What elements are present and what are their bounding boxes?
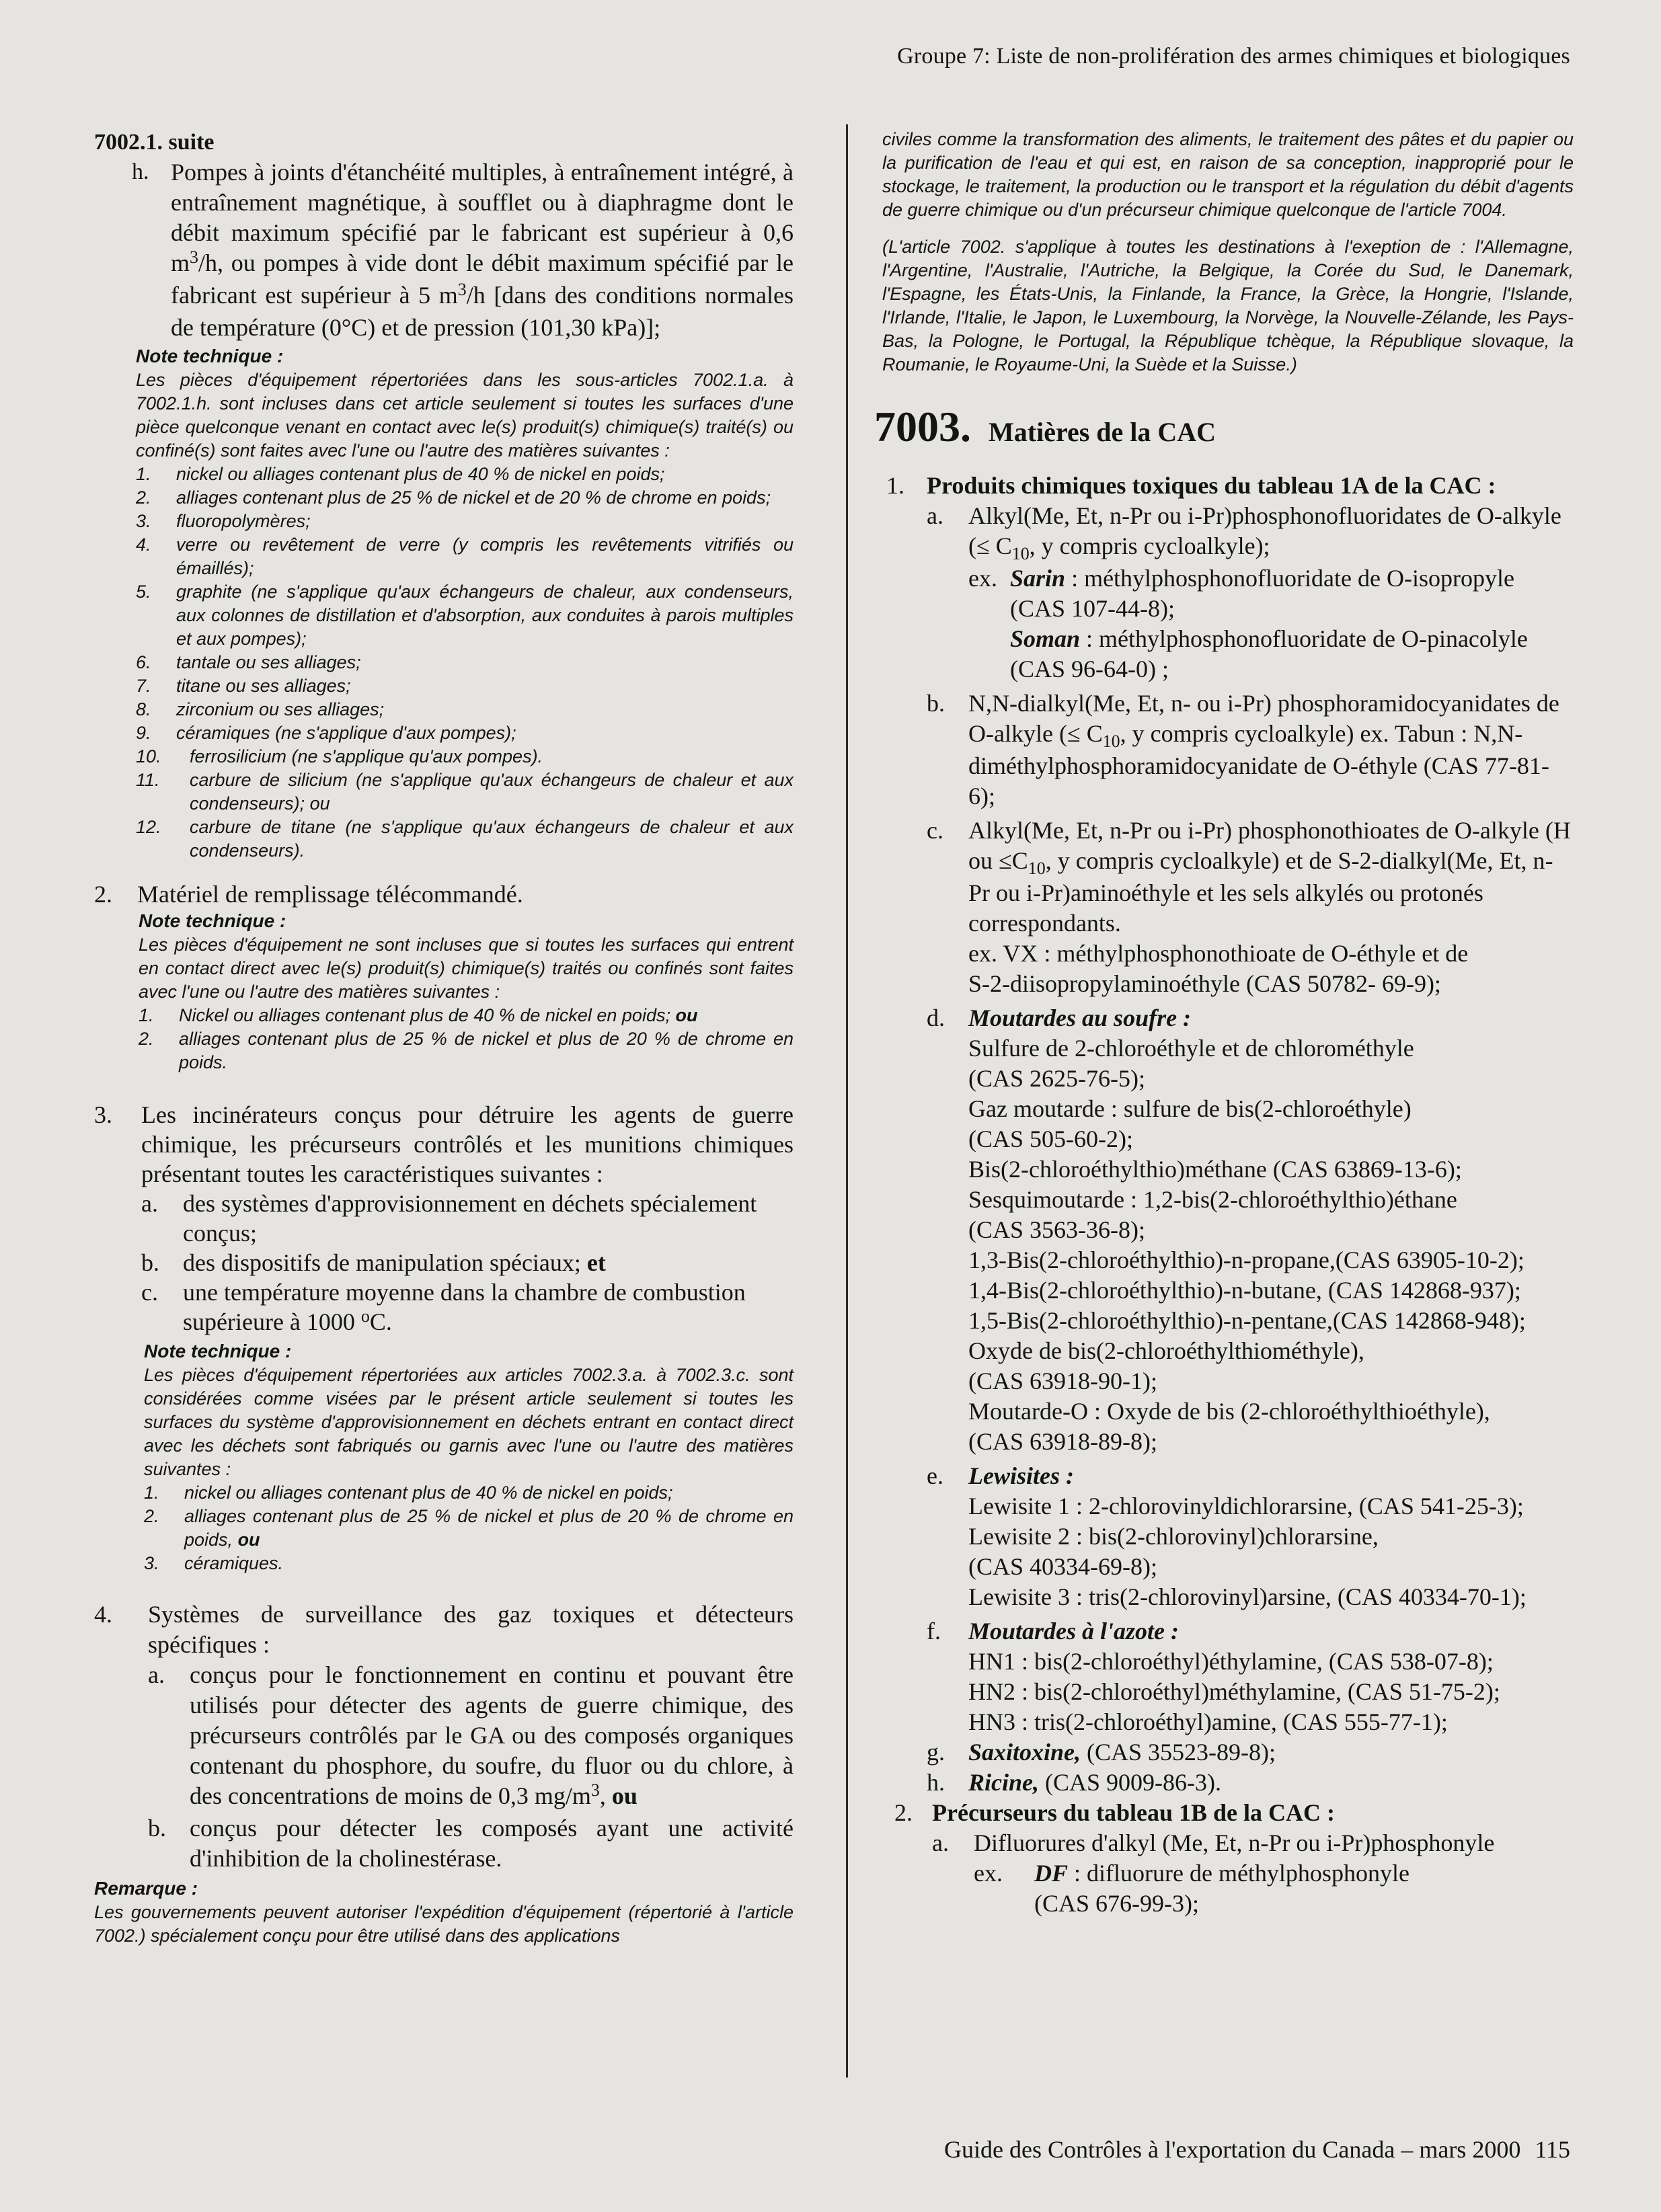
list-number: 3. bbox=[144, 1553, 159, 1573]
compound-line: Gaz moutarde : sulfure de bis(2-chloroéthyle) bbox=[968, 1095, 1412, 1122]
compound-line: (CAS 63918-90-1); bbox=[968, 1368, 1157, 1394]
list-1-b-text-2: , y compris cycloalkyle) ex. Tabun : N,N-diméthylphosphoramidocyanidate de O-éthyle (CAS 77-81-6); bbox=[968, 720, 1549, 809]
list-text bbox=[184, 1552, 794, 1575]
list-number: 4. bbox=[136, 534, 151, 555]
compound-line: Lewisite 1 : 2-chlorovinyldichlorarsine, (CAS 541-25-3); bbox=[968, 1493, 1524, 1519]
list-2-title: Précurseurs du tableau 1B de la CAC : bbox=[932, 1799, 1335, 1826]
list-1-d bbox=[927, 1003, 1574, 1457]
list-item bbox=[144, 1481, 794, 1505]
compound-line: 1,3-Bis(2-chloroéthylthio)-n-propane,(CAS 63905-10-2); bbox=[968, 1247, 1524, 1273]
item-h-text-3: /h [dans des conditions normales de température (0°C) et de pression (101,30 kPa)]; bbox=[171, 281, 794, 341]
list-text bbox=[176, 510, 794, 533]
list-text-main: titane ou ses alliages; bbox=[176, 675, 351, 696]
list-text-main: tantale ou ses alliages; bbox=[176, 651, 361, 672]
list-text bbox=[179, 1004, 794, 1027]
list-1-a-sub: 10 bbox=[1011, 544, 1030, 563]
page-number: 115 bbox=[1535, 2136, 1570, 2163]
list-text-main: carbure de titane (ne s'applique qu'aux échangeurs de chaleur et aux condenseurs). bbox=[190, 816, 794, 861]
list-item bbox=[136, 745, 794, 768]
list-text bbox=[176, 486, 794, 510]
item-2 bbox=[94, 880, 794, 1075]
list-item bbox=[136, 533, 794, 580]
df-cas: (CAS 676-99-3); bbox=[1034, 1890, 1199, 1917]
item-3-c-sup: o bbox=[360, 1306, 370, 1326]
note-title: Note technique : bbox=[144, 1341, 292, 1361]
list-text bbox=[176, 651, 794, 674]
list-text-main: zirconium ou ses alliages; bbox=[176, 699, 385, 719]
item-4-a-text-2: , bbox=[599, 1782, 606, 1809]
list-1-c-sub: 10 bbox=[1028, 859, 1046, 878]
list-1-g bbox=[927, 1737, 1574, 1768]
list-2 bbox=[894, 1798, 1574, 1828]
agent-name-sarin: Sarin bbox=[1010, 565, 1066, 592]
section-number: 7003. bbox=[874, 403, 971, 450]
list-1-f bbox=[927, 1616, 1574, 1737]
vx-example-2: S-2-diisopropylaminoéthyle (CAS 50782- 69-9); bbox=[968, 970, 1441, 997]
list-text bbox=[176, 674, 794, 698]
item-3-c-text-2: C. bbox=[369, 1308, 392, 1335]
list-text-main: fluoropolymères; bbox=[176, 510, 311, 531]
toxin-name: Ricine, bbox=[968, 1769, 1039, 1796]
list-text-main: verre ou revêtement de verre (y compris les revêtements vitrifiés ou émaillés); bbox=[176, 534, 794, 578]
list-number: 6. bbox=[136, 651, 151, 672]
item-h-text-2: /h, ou pompes à vide dont le débit maximum spécifié par le fabricant est supérieur à 5 m bbox=[171, 249, 794, 309]
item-4-a-sup: 3 bbox=[590, 1780, 600, 1800]
list-number: 1. bbox=[136, 463, 151, 484]
compound-line: Lewisite 3 : tris(2-chlorovinyl)arsine, (CAS 40334-70-1); bbox=[968, 1583, 1527, 1610]
list-number: 2. bbox=[144, 1506, 159, 1526]
agent-name-df: DF bbox=[1034, 1860, 1069, 1887]
compound-line: 1,5-Bis(2-chloroéthylthio)-n-pentane,(CAS 142868-948); bbox=[968, 1307, 1526, 1334]
list-number: 11. bbox=[136, 769, 160, 790]
item-3 bbox=[94, 1100, 794, 1575]
list-text-main: nickel ou alliages contenant plus de 40 % de nickel en poids; bbox=[184, 1483, 673, 1503]
subgroup-title: Moutardes au soufre : bbox=[968, 1004, 1192, 1031]
item-3-b: b. des dispositifs de manipulation spéciaux; et bbox=[141, 1249, 606, 1276]
item-text: Les incinérateurs conçus pour détruire les agents de guerre chimique, les précurseurs contrôlés et les munitions chimiques présentant toutes les caractéristiques suivantes : bbox=[141, 1101, 794, 1187]
list-1-e bbox=[927, 1461, 1574, 1612]
list-text bbox=[176, 463, 794, 486]
list-label: b. bbox=[927, 690, 945, 717]
soman-cas: (CAS 96-64-0) ; bbox=[1010, 656, 1169, 682]
compound-line: (CAS 2625-76-5); bbox=[968, 1065, 1145, 1092]
list-item bbox=[144, 1505, 794, 1552]
agent-name-soman: Soman bbox=[1010, 625, 1081, 652]
note-text: Les pièces d'équipement répertoriées aux articles 7002.3.a. à 7002.3.c. sont considérées comme visées par le présent article seulement si toutes les surfaces du système d'approvisionnement en déchets entrant en contact direct avec les déchets sont fabriqués ou garnis avec l'une ou l'autre des matières suivantes : bbox=[144, 1365, 794, 1479]
list-text bbox=[184, 1481, 794, 1505]
compound-line: Oxyde de bis(2-chloroéthylthiométhyle), bbox=[968, 1337, 1364, 1364]
item-3-c: c. une température moyenne dans la chambre de combustion supérieure à 1000 $^o$C. bbox=[141, 1279, 746, 1335]
list-text bbox=[176, 580, 794, 651]
list-2-a-text: Difluorures d'alkyl (Me, Et, n-Pr ou i-Pr)phosphonyle bbox=[974, 1829, 1495, 1856]
section-body bbox=[874, 471, 1574, 1919]
list-text-main: alliages contenant plus de 25 % de nickel et plus de 20 % de chrome en poids. bbox=[179, 1029, 794, 1072]
technical-note-3 bbox=[144, 1339, 794, 1575]
df-text: : difluorure de méthylphosphonyle bbox=[1068, 1860, 1409, 1887]
item-4-a: a. conçus pour le fonctionnement en continu et pouvant être utilisés pour détecter des agents de guerre chimique, des précurseurs contrôlés par le GA ou des composés organiques contenant du phosphore, du soufre, du fluor ou du chlore, à des concentrations de moins de 0,3 $mg/m^3$, ou bbox=[148, 1661, 794, 1809]
list-number: 2. bbox=[139, 1029, 154, 1049]
list-text bbox=[176, 721, 794, 745]
list-item bbox=[136, 486, 794, 510]
item-4-a-text-1: conçus pour le fonctionnement en continu et pouvant être utilisés pour détecter des agents de guerre chimique, des précurseurs contrôlés par le GA ou des composés organiques contenant du phosphore, du soufre, du fluor ou du chlore, à des concentrations de moins de 0,3 mg/m bbox=[190, 1661, 794, 1809]
compound-line: HN2 : bis(2-chloroéthyl)méthylamine, (CAS 51-75-2); bbox=[968, 1678, 1500, 1705]
list-number: 12. bbox=[136, 816, 161, 837]
list-item bbox=[136, 651, 794, 674]
remark-continuation: civiles comme la transformation des aliments, le traitement des pâtes et du papier ou la purification de l'eau et qui est, en raison de sa conception, inapproprié pour le stockage, le traitement, la production ou le transport et la régulation du débit d'agents de guerre chimique ou d'un précurseur chimique quelconque de l'article 7004. bbox=[882, 129, 1574, 220]
list-number: 1. bbox=[144, 1483, 159, 1503]
toxin-name: Saxitoxine, bbox=[968, 1739, 1081, 1766]
list-label: d. bbox=[927, 1004, 945, 1031]
list-1-title: Produits chimiques toxiques du tableau 1A de la CAC : bbox=[927, 472, 1496, 499]
item-h-label: h. bbox=[132, 159, 149, 184]
list-label: e. bbox=[927, 1462, 943, 1489]
list-1-c-text-1: Alkyl(Me, Et, n-Pr ou i-Pr) phosphonothioates de O-alkyle (H ou ≤C bbox=[968, 817, 1571, 874]
list-label: f. bbox=[927, 1618, 941, 1645]
list-item bbox=[136, 721, 794, 745]
sarin-cas: (CAS 107-44-8); bbox=[1010, 595, 1175, 622]
right-column bbox=[874, 128, 1574, 1919]
item-h-text bbox=[171, 157, 794, 343]
item-3-c-text-1: une température moyenne dans la chambre de combustion supérieure à 1000 bbox=[183, 1279, 746, 1335]
list-1-a bbox=[927, 501, 1574, 684]
list-1-c-text-2: , y compris cycloalkyle) et de S-2-dialkyl(Me, Et, n-Pr ou i-Pr)aminoéthyle et les sels alkylés ou protonés correspondants. bbox=[968, 847, 1553, 937]
list-text-main: ferrosilicium (ne s'applique qu'aux pompes). bbox=[190, 746, 543, 766]
list-text-main: carbure de silicium (ne s'applique qu'aux échangeurs de chaleur et aux condenseurs); ou bbox=[190, 769, 794, 814]
list-label: h. bbox=[927, 1769, 945, 1796]
column-divider bbox=[846, 124, 848, 2078]
list-label: g. bbox=[927, 1739, 945, 1766]
list-text-tail: ou bbox=[233, 1530, 260, 1550]
list-number: 1. bbox=[139, 1005, 154, 1025]
item-number: 3. bbox=[94, 1101, 112, 1128]
compound-line: 1,4-Bis(2-chloroéthylthio)-n-butane, (CAS 142868-937); bbox=[968, 1277, 1521, 1304]
item-3-a-text: des systèmes d'approvisionnement en déchets spécialement conçus; bbox=[183, 1190, 757, 1247]
compound-line: HN3 : tris(2-chloroéthyl)amine, (CAS 555-77-1); bbox=[968, 1708, 1448, 1735]
list-1-number: 1. bbox=[886, 472, 904, 499]
left-column bbox=[94, 128, 794, 1948]
item-3-a: a. des systèmes d'approvisionnement en déchets spécialement conçus; bbox=[141, 1189, 794, 1248]
list-1-a-text-1: Alkyl(Me, Et, n-Pr ou i-Pr)phosphonofluoridates de O-alkyle (≤ C bbox=[968, 502, 1561, 559]
item-number: 2. bbox=[94, 880, 112, 908]
list-2-number: 2. bbox=[894, 1799, 913, 1826]
list-item bbox=[136, 674, 794, 698]
remark bbox=[94, 1877, 794, 1948]
list-text bbox=[184, 1505, 794, 1552]
compound-line: (CAS 3563-36-8); bbox=[968, 1216, 1145, 1243]
list-text bbox=[190, 768, 794, 816]
list-text-main: alliages contenant plus de 25 % de nickel et plus de 20 % de chrome en poids, bbox=[184, 1506, 794, 1550]
list-number: 2. bbox=[136, 487, 151, 508]
list-number: 10. bbox=[136, 746, 161, 766]
list-label: a. bbox=[927, 502, 943, 529]
list-text-tail: ou bbox=[670, 1005, 698, 1025]
list-item bbox=[136, 580, 794, 651]
technical-note-1 bbox=[136, 344, 794, 863]
list-text-main: nickel ou alliages contenant plus de 40 % de nickel en poids; bbox=[176, 463, 665, 484]
compound-line: Sesquimoutarde : 1,2-bis(2-chloroéthylthio)éthane bbox=[968, 1186, 1457, 1213]
note-title: Note technique : bbox=[136, 345, 284, 366]
sarin-text: : méthylphosphonofluoridate de O-isopropyle bbox=[1065, 565, 1514, 592]
note-title: Note technique : bbox=[139, 910, 286, 931]
item-4 bbox=[94, 1599, 794, 1874]
technical-note-2 bbox=[139, 909, 794, 1074]
list-item bbox=[136, 768, 794, 816]
note-list bbox=[139, 1004, 794, 1074]
item-4-b: b. conçus pour détecter les composés ayant une activité d'inhibition de la cholinestérase. bbox=[148, 1813, 794, 1874]
list-text-main: graphite (ne s'applique qu'aux échangeurs de chaleur, aux condenseurs, aux colonnes de distillation et d'absorption, aux conduites à parois multiples et aux pompes); bbox=[176, 581, 794, 649]
list-number: 8. bbox=[136, 699, 151, 719]
item-3-b-text: des dispositifs de manipulation spéciaux; bbox=[183, 1249, 581, 1276]
item-h-sup-1: 3 bbox=[190, 247, 198, 267]
example-label: ex. bbox=[968, 565, 997, 592]
item-4-a-tail: ou bbox=[611, 1782, 638, 1809]
toxin-cas: (CAS 9009-86-3). bbox=[1039, 1769, 1221, 1796]
item-h bbox=[132, 157, 794, 343]
note-list bbox=[144, 1481, 794, 1575]
compound-line: Lewisite 2 : bis(2-chlorovinyl)chlorarsine, bbox=[968, 1523, 1379, 1550]
compound-line: Sulfure de 2-chloroéthyle et de chlorométhyle bbox=[968, 1035, 1414, 1062]
example-label: ex. bbox=[974, 1860, 1003, 1887]
list-item bbox=[144, 1552, 794, 1575]
list-text bbox=[179, 1027, 794, 1074]
note-text: Les pièces d'équipement ne sont incluses que si toutes les surfaces qui entrent en contact direct avec le(s) produit(s) chimique(s) traités ou confinés sont faites avec l'une ou l'autre des matières suivantes : bbox=[139, 935, 794, 1002]
list-1-c bbox=[927, 816, 1574, 999]
list-item bbox=[136, 816, 794, 863]
list-text-main: céramiques. bbox=[184, 1553, 284, 1573]
note-text: Les pièces d'équipement répertoriées dans les sous-articles 7002.1.a. à 7002.1.h. sont incluses dans cet article seulement si toutes les surfaces d'une pièce quelconque venant en contact avec le(s) produit(s) chimique(s) traité(s) ou confiné(s) sont faites avec l'une ou l'autre des matières suivantes : bbox=[136, 369, 794, 461]
list-number: 7. bbox=[136, 675, 151, 696]
list-label: a. bbox=[932, 1829, 949, 1856]
running-header: Groupe 7: Liste de non-prolifération des armes chimiques et biologiques bbox=[897, 44, 1570, 69]
compound-line: HN1 : bis(2-chloroéthyl)éthylamine, (CAS 538-07-8); bbox=[968, 1648, 1494, 1675]
list-1-b bbox=[927, 688, 1574, 812]
remark-text: Les gouvernements peuvent autoriser l'expédition d'équipement (répertorié à l'article 7002.) spécialement conçu pour être utilisé dans des applications bbox=[94, 1902, 794, 1946]
continuation-heading: 7002.1. suite bbox=[94, 130, 215, 155]
item-text: Systèmes de surveillance des gaz toxiques et détecteurs spécifiques : bbox=[148, 1601, 794, 1658]
list-number: 9. bbox=[136, 722, 151, 743]
toxin-cas: (CAS 35523-89-8); bbox=[1081, 1739, 1276, 1766]
footer-text: Guide des Contrôles à l'exportation du Canada – mars 2000 bbox=[944, 2136, 1521, 2163]
item-h-sup-2: 3 bbox=[457, 279, 467, 299]
list-number: 3. bbox=[136, 510, 151, 531]
list-2-a bbox=[932, 1828, 1574, 1919]
item-h-text-1: Pompes à joints d'étanchéité multiples, à entraînement intégré, à entraînement magnétique, à soufflet ou à diaphragme dont le débit maximum spécifié par le fabricant est supérieur à 0,6 m bbox=[171, 158, 794, 276]
note-list bbox=[136, 463, 794, 863]
list-text bbox=[176, 698, 794, 721]
section-title: Matières de la CAC bbox=[989, 417, 1216, 447]
compound-line: (CAS 40334-69-8); bbox=[968, 1553, 1157, 1580]
subgroup-title: Lewisites : bbox=[968, 1462, 1074, 1489]
item-number: 4. bbox=[94, 1601, 112, 1628]
section-heading bbox=[874, 402, 1574, 452]
list-text-main: Nickel ou alliages contenant plus de 40 % de nickel en poids; bbox=[179, 1005, 670, 1025]
subgroup-title: Moutardes à l'azote : bbox=[968, 1618, 1180, 1645]
list-text bbox=[176, 533, 794, 580]
page-footer bbox=[944, 2135, 1570, 2165]
list-item bbox=[136, 463, 794, 486]
list-item bbox=[139, 1004, 794, 1027]
list-1-b-text-1: N,N-dialkyl(Me, Et, n- ou i-Pr) phosphoramidocyanidates de O-alkyle (≤ C bbox=[968, 690, 1559, 747]
list-label: c. bbox=[927, 817, 943, 844]
list-text bbox=[190, 816, 794, 863]
remark-title: Remarque : bbox=[94, 1878, 198, 1899]
list-text bbox=[190, 745, 794, 768]
vx-example-1: ex. VX : méthylphosphonothioate de O-éthyle et de bbox=[968, 940, 1469, 967]
list-1-h bbox=[927, 1768, 1574, 1798]
list-1-b-sub: 10 bbox=[1102, 732, 1120, 751]
list-text-main: céramiques (ne s'applique d'aux pompes); bbox=[176, 722, 516, 743]
list-1 bbox=[886, 471, 1574, 501]
item-4-b-text: conçus pour détecter les composés ayant une activité d'inhibition de la cholinestérase. bbox=[190, 1815, 794, 1872]
list-number: 5. bbox=[136, 581, 151, 602]
compound-line: Moutarde-O : Oxyde de bis (2-chloroéthylthioéthyle), bbox=[968, 1398, 1490, 1425]
soman-text: : méthylphosphonofluoridate de O-pinacolyle bbox=[1080, 625, 1528, 652]
list-item bbox=[139, 1027, 794, 1074]
list-1-a-text-2: , y compris cycloalkyle); bbox=[1029, 532, 1270, 559]
compound-line: (CAS 505-60-2); bbox=[968, 1125, 1133, 1152]
list-item bbox=[136, 698, 794, 721]
destination-exceptions: (L'article 7002. s'applique à toutes les destinations à l'exeption de : l'Allemagne, l'Argentine, l'Australie, l'Autriche, la Belgique, la Corée du Sud, le Danemark, l'Espagne, les États-Unis, la Finlande, la France, la Grèce, la Hongrie, l'Islande, l'Irlande, l'Italie, le Japon, le Luxembourg, la Norvège, la Nouvelle-Zélande, les Pays-Bas, la Pologne, le Portugal, la République tchèque, la République slovaque, la Roumanie, le Royaume-Uni, la Suède et la Suisse.) bbox=[882, 237, 1574, 374]
compound-line: Bis(2-chloroéthylthio)méthane (CAS 63869-13-6); bbox=[968, 1156, 1462, 1183]
compound-line: (CAS 63918-89-8); bbox=[968, 1428, 1157, 1455]
item-text: Matériel de remplissage télécommandé. bbox=[137, 880, 523, 908]
list-item bbox=[136, 510, 794, 533]
list-text-main: alliages contenant plus de 25 % de nickel et de 20 % de chrome en poids; bbox=[176, 487, 771, 508]
item-3-b-tail: et bbox=[586, 1249, 606, 1276]
